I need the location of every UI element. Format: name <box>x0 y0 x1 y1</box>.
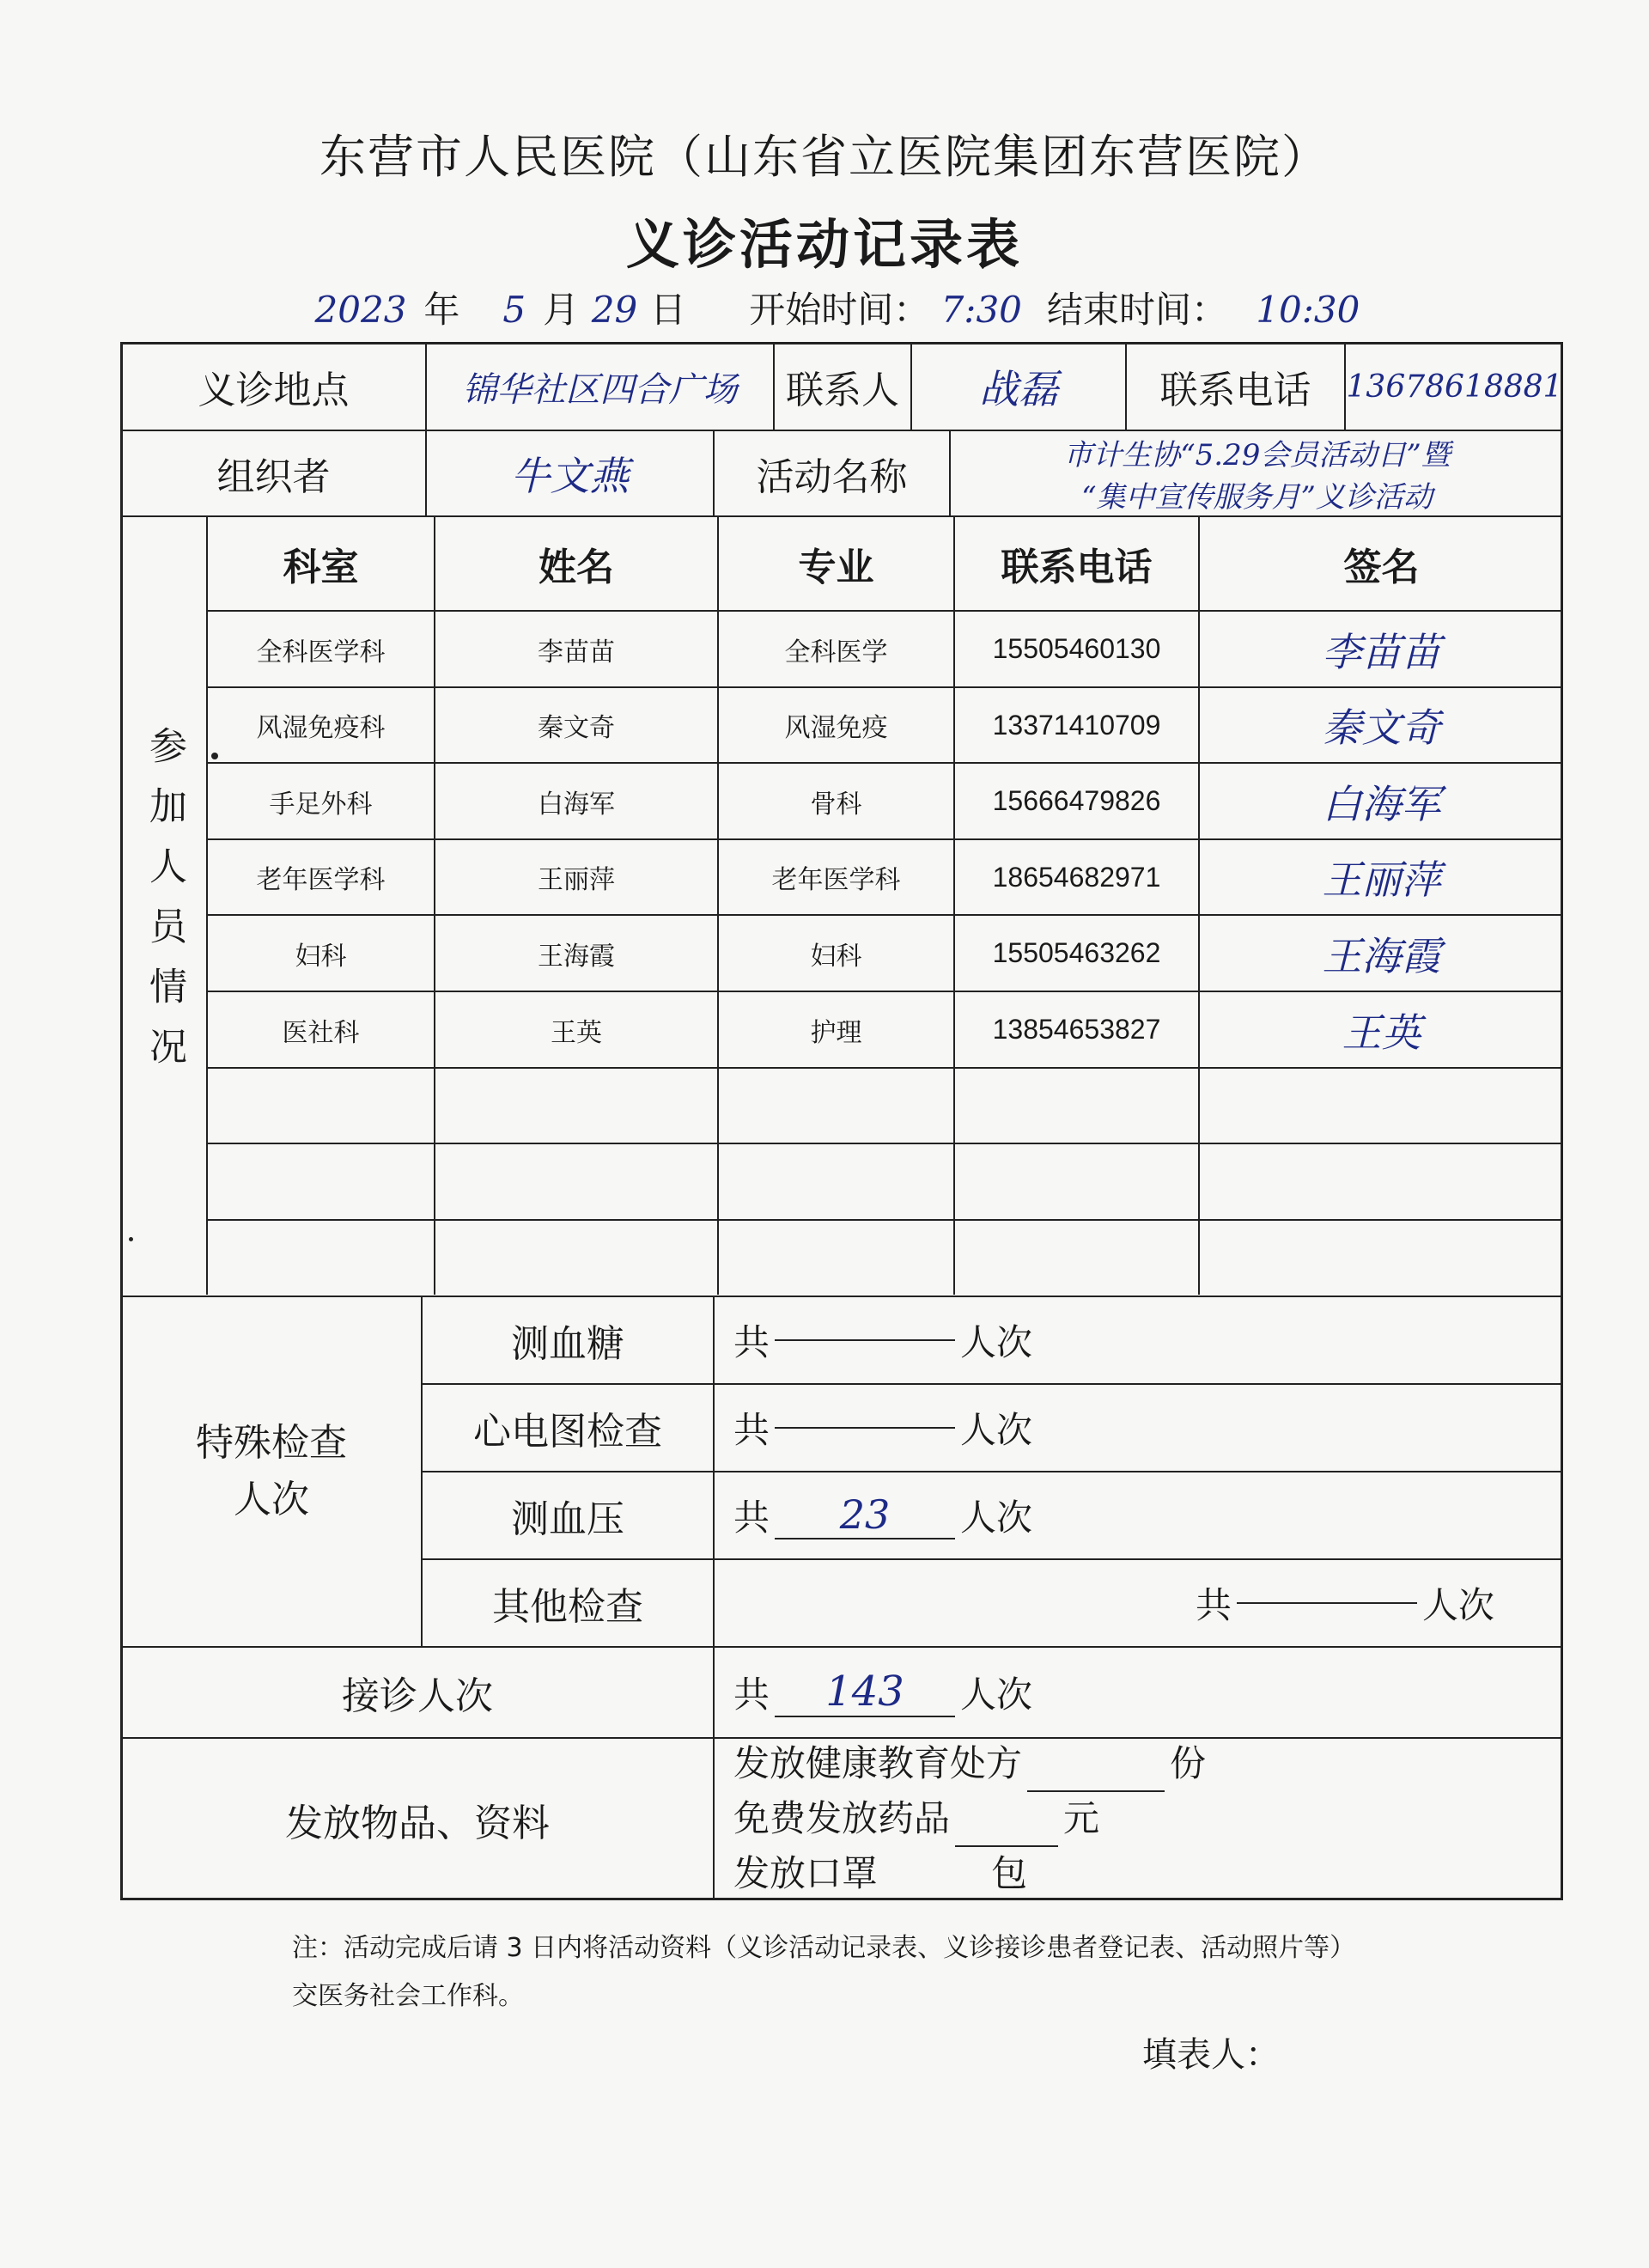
participant-phone: 15666479826 <box>953 762 1198 838</box>
participant-phone <box>953 1143 1198 1219</box>
health-prescription-unit: 份 <box>1170 1742 1207 1784</box>
special-check-count-cell <box>713 1296 1563 1383</box>
filler-label: 填表人： <box>1142 2035 1280 2075</box>
participant-phone: 13854653827 <box>953 991 1198 1067</box>
masks-label: 发放口罩 <box>733 1852 879 1894</box>
column-header-signature: 签名 <box>1198 515 1563 610</box>
materials-line-3 <box>733 1847 1027 1900</box>
participant-signature <box>1198 1219 1563 1295</box>
special-check-label: 测血压 <box>421 1471 713 1558</box>
activity-value <box>949 430 1563 515</box>
special-check-value <box>1237 1602 1417 1604</box>
day-value: 29 <box>591 289 638 331</box>
participant-specialty <box>717 1219 953 1295</box>
participant-specialty <box>717 1143 953 1219</box>
participants-section-label: 参加人员情况 <box>120 515 206 1296</box>
participant-phone: 15505463262 <box>953 914 1198 991</box>
footer-note-line2: 交医务社会工作科。 <box>292 1981 524 2011</box>
participant-specialty: 全科医学 <box>717 610 953 686</box>
free-medicine-field <box>955 1792 1058 1847</box>
participant-specialty <box>717 1067 953 1143</box>
contact-value: 战磊 <box>910 342 1125 430</box>
health-prescription-label: 发放健康教育处方 <box>733 1742 1023 1784</box>
month-label: 月 <box>543 289 580 331</box>
year-value: 2023 <box>314 289 407 331</box>
phone-label: 联系电话 <box>1125 342 1344 430</box>
participant-signature: 李苗苗 <box>1198 610 1563 686</box>
special-check-prefix: 共 <box>733 1409 770 1451</box>
special-check-suffix: 人次 <box>960 1409 1033 1451</box>
special-check-label: 测血糖 <box>421 1296 713 1383</box>
footer-note <box>292 1924 1494 2021</box>
participant-dept: 老年医学科 <box>206 838 434 914</box>
special-check-prefix: 共 <box>1195 1584 1232 1626</box>
contact-label: 联系人 <box>773 342 910 430</box>
participant-specialty: 护理 <box>717 991 953 1067</box>
year-label: 年 <box>423 289 460 331</box>
special-check-label: 其他检查 <box>421 1558 713 1646</box>
participant-name <box>434 1143 717 1219</box>
month-value: 5 <box>502 289 526 331</box>
participant-specialty: 妇科 <box>717 914 953 991</box>
participant-phone <box>953 1219 1198 1295</box>
participant-phone: 18654682971 <box>953 838 1198 914</box>
scan-speck <box>211 753 218 759</box>
organizer-value: 牛文燕 <box>425 430 713 515</box>
column-header-specialty: 专业 <box>717 515 953 610</box>
participant-signature <box>1198 1143 1563 1219</box>
activity-value-line2: “集中宣传服务月”义诊活动 <box>1081 480 1433 515</box>
visits-prefix: 共 <box>733 1674 770 1716</box>
column-header-name: 姓名 <box>434 515 717 610</box>
participant-dept: 手足外科 <box>206 762 434 838</box>
participant-name: 王英 <box>434 991 717 1067</box>
scan-speck <box>129 1237 133 1241</box>
phone-value: 13678618881 <box>1344 342 1563 430</box>
activity-label: 活动名称 <box>713 430 949 515</box>
materials-details <box>713 1737 1563 1900</box>
organizer-label: 组织者 <box>120 430 425 515</box>
materials-line-2 <box>733 1792 1099 1847</box>
participant-signature <box>1198 1067 1563 1143</box>
participant-dept: 医社科 <box>206 991 434 1067</box>
participant-dept <box>206 1067 434 1143</box>
participant-signature: 王英 <box>1198 991 1563 1067</box>
materials-line-1 <box>733 1737 1206 1792</box>
end-time-value: 10:30 <box>1256 289 1360 331</box>
column-header-dept: 科室 <box>206 515 434 610</box>
special-check-count-cell <box>713 1558 1563 1646</box>
health-prescription-field <box>1027 1737 1165 1792</box>
participant-name <box>434 1219 717 1295</box>
special-check-suffix: 人次 <box>1421 1584 1494 1626</box>
participant-signature: 王丽萍 <box>1198 838 1563 914</box>
visits-label: 接诊人次 <box>120 1646 713 1737</box>
special-check-count-cell <box>713 1383 1563 1471</box>
participant-phone: 15505460130 <box>953 610 1198 686</box>
footer-note-line1: 注：活动完成后请 3 日内将活动资料（义诊活动记录表、义诊接诊患者登记表、活动照片等） <box>292 1933 1356 1963</box>
masks-unit: 包 <box>991 1852 1028 1894</box>
special-check-value <box>775 1339 955 1341</box>
special-check-prefix: 共 <box>733 1497 770 1539</box>
location-label: 义诊地点 <box>120 342 425 430</box>
special-checks-label <box>120 1296 421 1646</box>
participant-dept <box>206 1143 434 1219</box>
special-check-suffix: 人次 <box>960 1497 1033 1539</box>
participant-phone: 13371410709 <box>953 686 1198 762</box>
hospital-title: 东营市人民医院（山东省立医院集团东营医院） <box>319 130 1330 184</box>
masks-field <box>883 1847 986 1900</box>
participant-name: 李苗苗 <box>434 610 717 686</box>
participant-name: 白海军 <box>434 762 717 838</box>
participant-name: 秦文奇 <box>434 686 717 762</box>
record-form <box>120 342 1563 1900</box>
participant-signature: 王海霞 <box>1198 914 1563 991</box>
special-check-value: 23 <box>775 1491 955 1539</box>
visits-suffix: 人次 <box>960 1674 1033 1716</box>
date-time-line <box>309 282 1360 342</box>
column-header-phone: 联系电话 <box>953 515 1198 610</box>
start-time-value: 7:30 <box>940 289 1022 331</box>
day-label: 日 <box>649 289 686 331</box>
special-check-label: 心电图检查 <box>421 1383 713 1471</box>
materials-label: 发放物品、资料 <box>120 1737 713 1900</box>
participant-signature: 白海军 <box>1198 762 1563 838</box>
participant-dept: 全科医学科 <box>206 610 434 686</box>
participant-name: 王海霞 <box>434 914 717 991</box>
participant-dept: 妇科 <box>206 914 434 991</box>
participant-name <box>434 1067 717 1143</box>
form-title: 义诊活动记录表 <box>625 213 1023 276</box>
free-medicine-unit: 元 <box>1063 1797 1100 1839</box>
special-check-prefix: 共 <box>733 1321 770 1363</box>
participant-specialty: 老年医学科 <box>717 838 953 914</box>
visits-count-cell <box>713 1646 1563 1737</box>
participant-name: 王丽萍 <box>434 838 717 914</box>
participant-specialty: 骨科 <box>717 762 953 838</box>
free-medicine-label: 免费发放药品 <box>733 1797 951 1839</box>
participant-dept: 风湿免疫科 <box>206 686 434 762</box>
special-checks-label-text: 特殊检查人次 <box>196 1421 347 1521</box>
special-check-suffix: 人次 <box>960 1321 1033 1363</box>
end-time-label: 结束时间： <box>1046 289 1227 331</box>
participant-signature: 秦文奇 <box>1198 686 1563 762</box>
special-check-value <box>775 1427 955 1429</box>
start-time-label: 开始时间： <box>749 289 930 331</box>
participant-specialty: 风湿免疫 <box>717 686 953 762</box>
visits-value: 143 <box>775 1667 955 1717</box>
location-value: 锦华社区四合广场 <box>425 342 773 430</box>
special-check-count-cell <box>713 1471 1563 1558</box>
participant-phone <box>953 1067 1198 1143</box>
participant-dept <box>206 1219 434 1295</box>
activity-value-line1: 市计生协“5.29会员活动日”暨 <box>1063 438 1451 472</box>
